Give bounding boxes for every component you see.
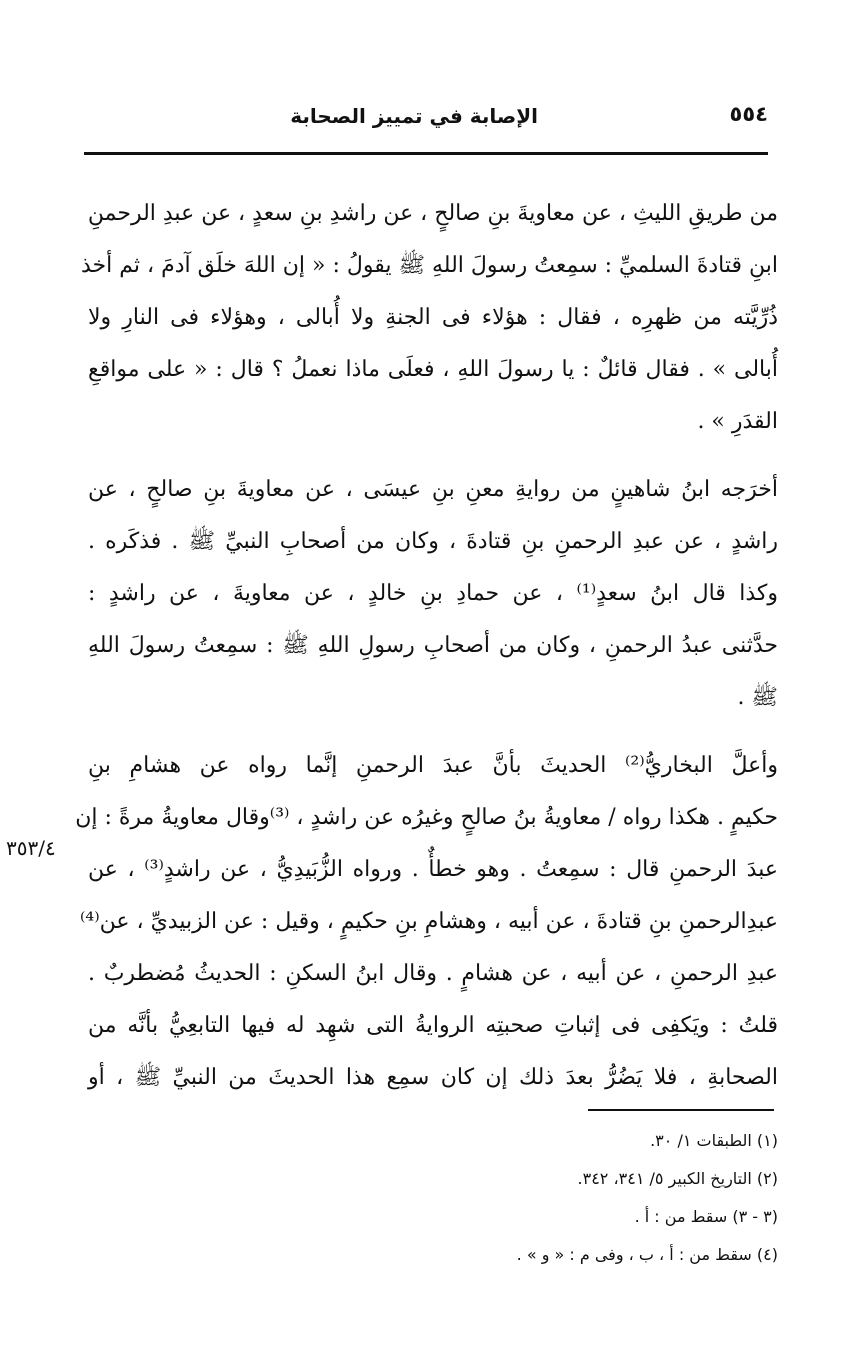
body-line: ابنِ قتادةَ السلميِّ : سمِعتُ رسولَ اللهِ ﷺ يقولُ : « إن اللهَ خلَق آدمَ ، ثم أخذ <box>80 253 778 278</box>
body-line: أُبالى » . فقال قائلٌ : يا رسولَ اللهِ ، فعلَى ماذا نعملُ ؟ قال : « على مواقعِ <box>88 357 778 382</box>
body-line: وأعلَّ البخاريُّ⁽²⁾ الحديثَ بأنَّ عبدَ الرحمنِ إنَّما رواه عن هشامِ بنِ <box>88 753 778 778</box>
body-text <box>75 188 779 1104</box>
margin-volume-page-note: ٣٥٣/٤ <box>6 836 56 860</box>
body-line: عبدِالرحمنِ بنِ قتادةَ ، عن أبيه ، وهشامِ بنِ حكيمٍ ، وقيل : عن الزبيديِّ ، عن⁽⁴⁾ <box>79 909 778 934</box>
footnote: (٤) سقط من : أ ، ب ، وفى م : « و » . <box>516 1245 778 1264</box>
footnote: (١) الطبقات ١/ ٣٠. <box>650 1131 778 1150</box>
page-number: ٥٥٤ <box>729 102 768 126</box>
body-line: حدَّثنى عبدُ الرحمنِ ، وكان من أصحابِ رسولِ اللهِ ﷺ : سمِعتُ رسولَ اللهِ <box>88 633 778 658</box>
paragraph-gap <box>88 724 778 740</box>
body-line: ﷺ . <box>737 685 778 710</box>
paragraph-gap <box>88 448 778 464</box>
body-line: حكيمٍ . هكذا رواه / معاويةُ بنُ صالحٍ وغيرُه عن راشدٍ ، ⁽³⁾وقال معاويةُ مرةً : إن <box>75 805 778 830</box>
footnote: (٢) التاريخ الكبير ٥/ ٣٤١، ٣٤٢. <box>577 1169 778 1188</box>
body-line: وكذا قال ابنُ سعدٍ⁽¹⁾ ، عن حمادِ بنِ خالدٍ ، عن معاويةَ ، عن راشدٍ : <box>88 581 779 606</box>
body-line: الصحابةِ ، فلا يَضُرُّ بعدَ ذلك إن كان سمِع هذا الحديثَ من النبيِّ ﷺ ، أو <box>88 1065 778 1090</box>
footnote: (٣ - ٣) سقط من : أ . <box>634 1207 778 1226</box>
body-line: عبدَ الرحمنِ قال : سمِعتُ . وهو خطأٌ . ورواه الزُّبَيدِيُّ ، عن راشدٍ⁽³⁾ ، عن <box>88 857 778 882</box>
body-line: ذُرِّيَّته من ظهرِه ، فقال : هؤلاء فى الجنةِ ولا أُبالى ، وهؤلاء فى النارِ ولا <box>88 305 778 330</box>
footnotes <box>88 1122 778 1274</box>
book-title: الإصابة في تمييز الصحابة <box>290 104 538 128</box>
header-rule <box>84 152 768 155</box>
running-header <box>86 100 768 140</box>
body-line: من طريقِ الليثِ ، عن معاويةَ بنِ صالحٍ ، عن راشدِ بنِ سعدٍ ، عن عبدِ الرحمنِ <box>87 201 778 226</box>
body-line: عبدِ الرحمنِ ، عن أبيه ، عن هشامٍ . وقال ابنُ السكنِ : الحديثُ مُضطربٌ . <box>88 961 778 986</box>
body-line: قلتُ : ويَكفِى فى إثباتِ صحبتِه الروايةُ التى شهِد له فيها التابعِيُّ بأنَّه من <box>88 1013 778 1038</box>
footnote-rule <box>588 1109 774 1111</box>
body-line: راشدٍ ، عن عبدِ الرحمنِ بنِ قتادةَ ، وكان من أصحابِ النبيِّ ﷺ . فذكَره . <box>88 529 778 554</box>
body-line: القدَرِ » . <box>697 409 778 434</box>
body-line: أخرَجه ابنُ شاهينٍ من روايةِ معنِ بنِ عيسَى ، عن معاويةَ بنِ صالحٍ ، عن <box>88 477 778 502</box>
